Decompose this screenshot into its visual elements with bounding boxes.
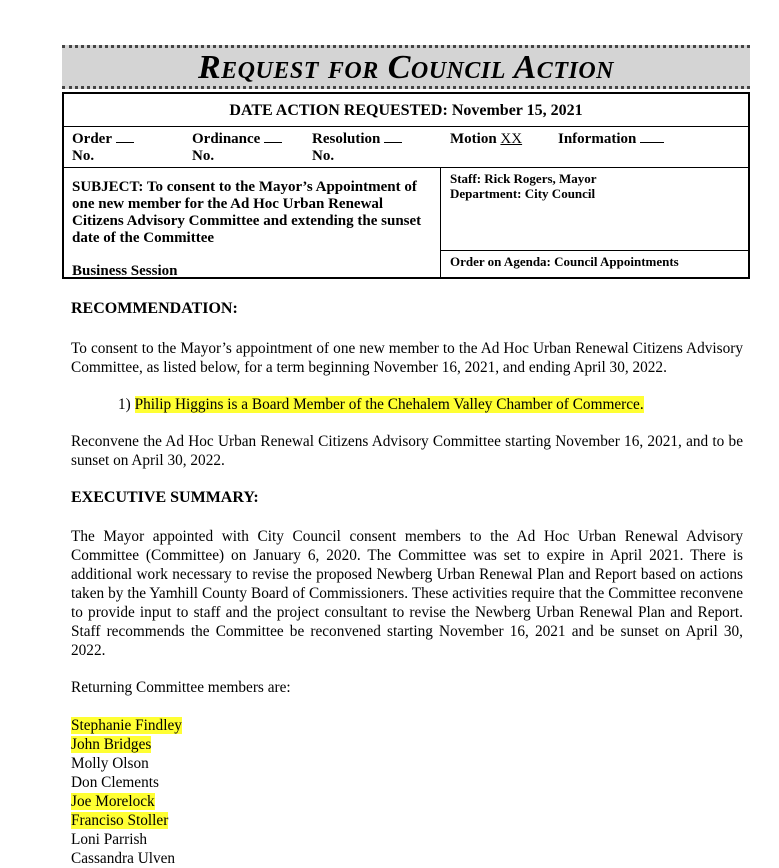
agenda-order: Order on Agenda: Council Appointments bbox=[450, 254, 679, 269]
member-list bbox=[71, 716, 182, 868]
date-requested-value: November 15, 2021 bbox=[451, 102, 583, 119]
member-name: Cassandra Ulven bbox=[71, 850, 176, 867]
staff-info bbox=[450, 171, 740, 201]
type-ordinance bbox=[192, 131, 282, 165]
type-information bbox=[558, 131, 664, 148]
list-item bbox=[71, 735, 182, 754]
type-order bbox=[72, 131, 134, 165]
member-name: Loni Parrish bbox=[71, 831, 148, 848]
council-action-form bbox=[62, 92, 750, 279]
recommendation-text: To consent to the Mayor’s appointment of one new member to the Ad Hoc Urban Renewal Citizens Advisory Committee, as listed below, for a term beginning November 16, 2021, and ending April 30, 2022. bbox=[71, 340, 743, 376]
returning-label: Returning Committee members are: bbox=[71, 679, 291, 696]
session-type: Business Session bbox=[72, 263, 178, 279]
type-motion-value: XX bbox=[500, 131, 523, 147]
type-resolution-no: No. bbox=[312, 148, 335, 164]
type-resolution bbox=[312, 131, 402, 165]
type-ordinance-no: No. bbox=[192, 148, 215, 164]
list-item bbox=[71, 716, 182, 735]
type-order-label: Order bbox=[72, 131, 112, 147]
type-order-no: No. bbox=[72, 148, 95, 164]
list-item bbox=[71, 811, 182, 830]
member-name: Don Clements bbox=[71, 774, 159, 791]
department-name: Department: City Council bbox=[450, 186, 596, 201]
list-item bbox=[71, 830, 182, 849]
reconvene-text: Reconvene the Ad Hoc Urban Renewal Citizens Advisory Committee starting November 16, 2021, and to be sunset on April 30, 2022. bbox=[71, 433, 743, 469]
date-requested-label: DATE ACTION REQUESTED: bbox=[229, 102, 448, 119]
list-item bbox=[71, 773, 182, 792]
member-name: Stephanie Findley bbox=[71, 717, 182, 734]
type-ordinance-label: Ordinance bbox=[192, 131, 261, 147]
document-title: Request for Council Action bbox=[62, 45, 750, 89]
type-information-label: Information bbox=[558, 131, 637, 147]
subject-text: SUBJECT: To consent to the Mayor’s Appointment of one new member for the Ad Hoc Urban Renewal Citizens Advisory Committee and extending the sunset date of the Committee bbox=[72, 179, 422, 246]
form-divider bbox=[64, 167, 748, 168]
list-item bbox=[71, 849, 182, 868]
list-item bbox=[71, 754, 182, 773]
type-motion bbox=[450, 131, 522, 148]
member-name: Joe Morelock bbox=[71, 793, 155, 810]
recommendation-item bbox=[118, 395, 644, 414]
type-resolution-label: Resolution bbox=[312, 131, 381, 147]
form-divider bbox=[440, 250, 750, 251]
member-name: Molly Olson bbox=[71, 755, 149, 772]
staff-name: Staff: Rick Rogers, Mayor bbox=[450, 171, 597, 186]
recommendation-heading: RECOMMENDATION: bbox=[71, 300, 238, 317]
type-motion-label: Motion bbox=[450, 131, 497, 147]
item-number: 1) bbox=[118, 396, 131, 413]
member-name: John Bridges bbox=[71, 736, 152, 753]
executive-summary-text: The Mayor appointed with City Council consent members to the Ad Hoc Urban Renewal Advisory Committee (Committee) on January 6, 2020. The Committee was set to expire in April 2021. There is additional work necessary to revise the proposed Newberg Urban Renewal Plan and Report based on actions taken by the Yamhill County Board of Commissioners. These activities require that the Committee reconvene to provide input to staff and the project consultant to revise the Newberg Urban Renewal Plan and Report. Staff recommends the Committee be reconvened starting November 16, 2021 and be sunset on April 30, 2022. bbox=[71, 528, 743, 659]
item-text-highlighted: Philip Higgins is a Board Member of the Chehalem Valley Chamber of Commerce. bbox=[134, 396, 644, 413]
form-divider-vertical bbox=[440, 167, 441, 277]
list-item bbox=[71, 792, 182, 811]
executive-summary-heading: EXECUTIVE SUMMARY: bbox=[71, 489, 259, 506]
form-divider bbox=[64, 126, 748, 127]
member-name: Franciso Stoller bbox=[71, 812, 169, 829]
date-requested bbox=[64, 102, 748, 119]
